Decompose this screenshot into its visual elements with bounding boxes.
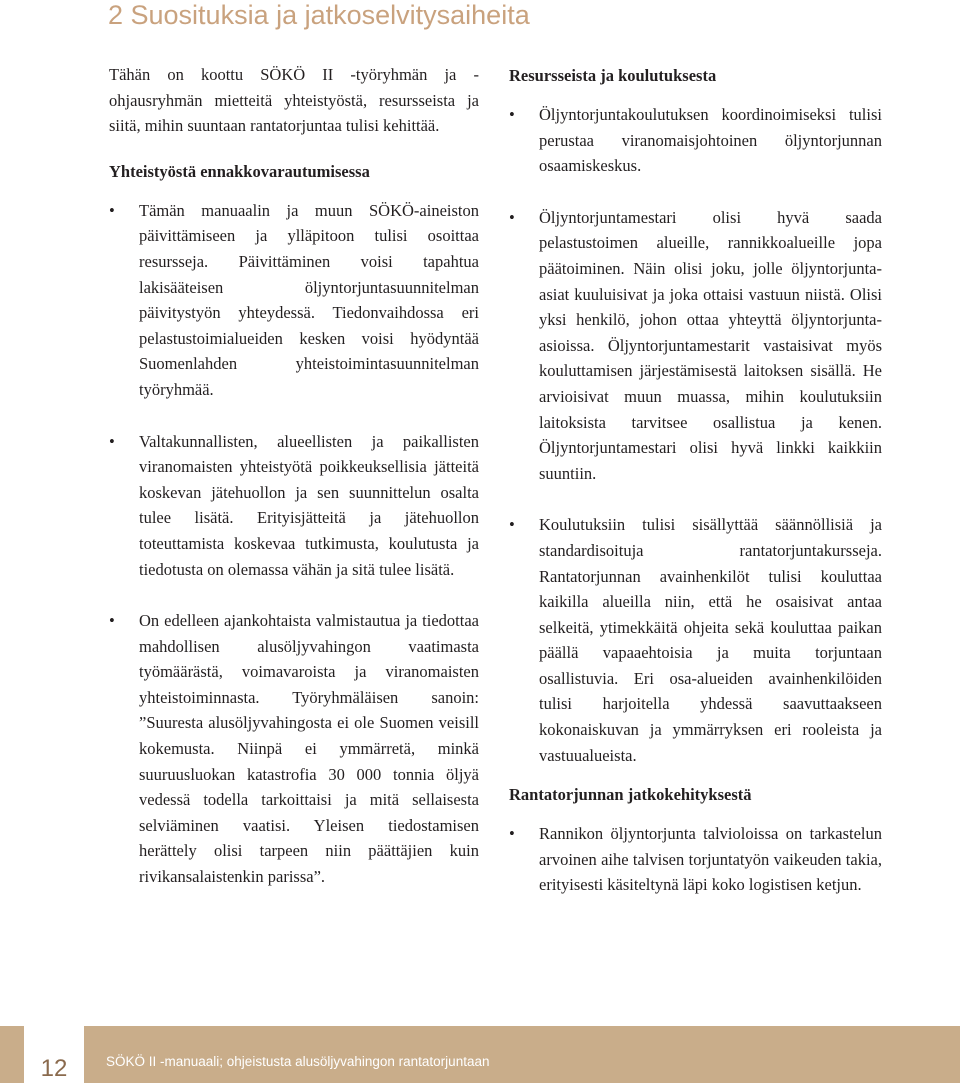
bullet-icon: • <box>509 105 515 124</box>
list-item <box>109 608 479 890</box>
page-number-box <box>24 1026 84 1083</box>
right-column <box>509 63 882 898</box>
list-item-text: Koulutuksiin tulisi sisällyttää säännöllisiä ja standardisoituja rantatorjuntakursseja. Rantatorjunnan avainhenkilöt tulisi kouluttaa kaikilla alueilla niin, että he osaisivat antaa selkeitä, ytimekkäitä ohjeita sekä kouluttaa paikan päällä vapaaehtoisia ja muita torjuntaan osallistuvia. Eri osa-alueiden avainhenkilöiden tulisi harjoitella yhdessä saavuttaakseen kokonaiskuvan ja ymmärryksen eri rooleista ja vastuualueista. <box>539 515 882 765</box>
page-number: 12 <box>40 1055 68 1082</box>
list-item <box>109 429 479 583</box>
bullet-icon: • <box>109 431 115 451</box>
list-item <box>509 102 882 179</box>
development-list <box>509 821 882 898</box>
page-heading: 2 Suosituksia ja jatkoselvitysaiheita <box>108 0 530 30</box>
bullet-icon: • <box>109 611 115 631</box>
cooperation-list <box>109 198 479 890</box>
list-item-text: Öljyntorjuntakoulutuksen koordinoimiseksi tulisi perustaa viranomaisjohtoinen öljyntorjunnan osaamiskeskus. <box>539 105 882 176</box>
bullet-icon: • <box>109 200 115 220</box>
page-footer <box>0 1026 960 1083</box>
bullet-icon: • <box>509 824 515 844</box>
list-item <box>509 821 882 898</box>
list-item-text: On edelleen ajankohtaista valmistautua ja tiedottaa mahdollisen alusöljyvahingon vaatimasta työmäärästä, voimavaroista ja viranomaisten yhteistoiminnasta. Työryhmäläisen sanoin: ”Suuresta alusöljyvahingosta ei ole Suomen veisill kokemusta. Niinpä ei ymmärretä, minkä suuruusluokan katastrofia 30 000 tonnia öljyä vedessä todella tarkoittaisi ja mitä sellaisesta selviäminen vaatisi. Yleisen tiedostamisen herättely olisi tarpeen niin päättäjien kuin rivikansalaistenkin parissa”. <box>139 611 479 887</box>
list-item-text: Valtakunnallisten, alueellisten ja paikallisten viranomaisten yhteistyötä poikkeuksellisia jätteitä koskevan jätehuollon ja sen suunnittelun osalta tulee lisätä. Erityisjätteitä ja jätehuollon toteuttamista koskevaa tutkimusta, koulutusta ja tiedotusta on olemassa vähän ja sitä tulee lisätä. <box>139 431 479 579</box>
subhead-resources: Resursseista ja koulutuksesta <box>509 66 717 85</box>
bullet-icon: • <box>509 207 515 227</box>
list-item <box>509 512 882 768</box>
list-item-text: Rannikon öljyntorjunta talvioloissa on tarkastelun arvoinen aihe talvisen torjuntatyön vaikeuden takia, erityisesti käsiteltynä läpi koko logistisen ketjun. <box>539 824 882 895</box>
subhead-cooperation: Yhteistyöstä ennakkovarautumisessa <box>109 161 370 181</box>
list-item-text: Öljyntorjuntamestari olisi hyvä saada pelastustoimen alueille, rannikkoalueille jopa päätoiminen. Näin olisi joku, jolle öljyntorjunta-asiat kuuluisivat ja joka ottaisi vastuun niistä. Olisi yksi henkilö, johon ottaa yhteyttä öljyntorjunta-asioissa. Öljyntorjuntamestarit vastaisivat myös kouluttamisen järjestämisestä laitoksen sisällä. He arvioisivat muun muassa, mihin koulutuksiin laitoksista tarvitsee osallistua ja kenen. Öljyntorjuntamestari olisi hyvä linkki kaikkiin suuntiin. <box>539 207 882 483</box>
intro-paragraph: Tähän on koottu SÖKÖ II -työryhmän ja -ohjausryhmän mietteitä yhteistyöstä, resursseista ja siitä, mihin suuntaan rantatorjuntaa tulisi kehittää. <box>109 65 479 136</box>
subhead-development: Rantatorjunnan jatkokehityksestä <box>509 785 752 805</box>
list-item-text: Tämän manuaalin ja muun SÖKÖ-aineiston päivittämiseen ja ylläpitoon tulisi osoittaa resursseja. Päivittäminen voisi tapahtua lakisääteisen öljyntorjuntasuunnitelman päivitystyön yhteydessä. Tiedonvaihdossa eri pelastustoimialueiden kesken voisi hyödyntää Suomenlahden yhteistoimintasuunnitelman työryhmää. <box>139 200 479 399</box>
footer-title: SÖKÖ II -manuaali; ohjeistusta alusöljyvahingon rantatorjuntaan <box>106 1054 490 1069</box>
list-item <box>509 205 882 487</box>
list-item <box>109 198 479 403</box>
bullet-icon: • <box>509 515 515 535</box>
left-column <box>109 62 479 890</box>
resources-list <box>509 102 882 768</box>
